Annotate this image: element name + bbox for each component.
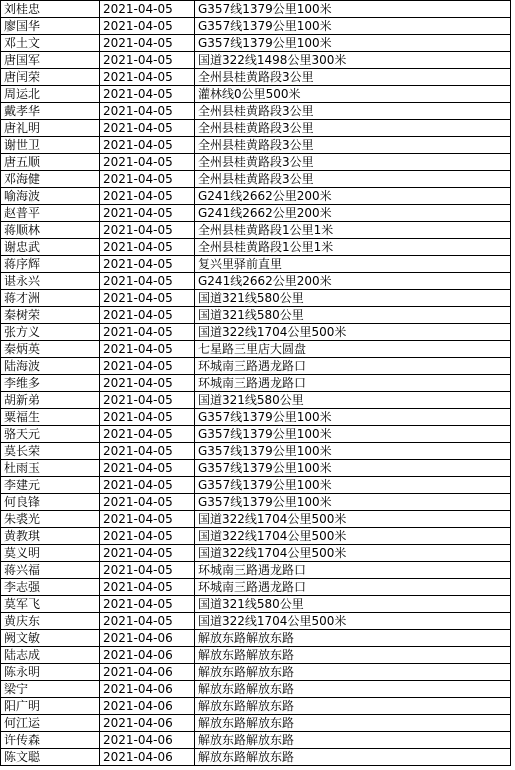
date-cell[interactable]: 2021-04-05 <box>100 613 195 630</box>
date-cell[interactable]: 2021-04-05 <box>100 409 195 426</box>
date-cell[interactable]: 2021-04-05 <box>100 477 195 494</box>
date-cell[interactable]: 2021-04-05 <box>100 341 195 358</box>
date-cell[interactable]: 2021-04-05 <box>100 307 195 324</box>
table-row <box>1 69 511 86</box>
name-cell[interactable]: 蒋兴福 <box>1 562 100 579</box>
table-row <box>1 698 511 715</box>
location-cell[interactable]: 复兴里驿前直里 <box>195 256 511 273</box>
table-row <box>1 86 511 103</box>
name-cell[interactable]: 粟福生 <box>1 409 100 426</box>
location-cell[interactable]: 解放东路解放东路 <box>195 681 511 698</box>
table-row <box>1 324 511 341</box>
name-cell[interactable]: 刘桂忠 <box>1 1 100 18</box>
name-cell[interactable]: 陈文聪 <box>1 749 100 766</box>
location-cell[interactable]: 全州县桂黄路段3公里 <box>195 103 511 120</box>
name-cell[interactable]: 骆天元 <box>1 426 100 443</box>
location-cell[interactable]: G241线2662公里200米 <box>195 273 511 290</box>
name-cell[interactable]: 胡新弟 <box>1 392 100 409</box>
date-cell[interactable]: 2021-04-05 <box>100 35 195 52</box>
name-cell[interactable]: 廖国华 <box>1 18 100 35</box>
date-cell[interactable]: 2021-04-05 <box>100 222 195 239</box>
location-cell[interactable]: 国道322线1704公里500米 <box>195 545 511 562</box>
date-cell[interactable]: 2021-04-05 <box>100 562 195 579</box>
date-cell[interactable]: 2021-04-05 <box>100 460 195 477</box>
table-row <box>1 392 511 409</box>
date-cell[interactable]: 2021-04-05 <box>100 579 195 596</box>
table-row <box>1 137 511 154</box>
date-cell[interactable]: 2021-04-05 <box>100 154 195 171</box>
table-row <box>1 681 511 698</box>
location-cell[interactable]: 全州县桂黄路段1公里1米 <box>195 222 511 239</box>
table-row <box>1 579 511 596</box>
location-cell[interactable]: G357线1379公里100米 <box>195 494 511 511</box>
table-row <box>1 477 511 494</box>
table-row <box>1 35 511 52</box>
table-row <box>1 613 511 630</box>
table-row <box>1 103 511 120</box>
table-row <box>1 460 511 477</box>
location-cell[interactable]: 全州县桂黄路段3公里 <box>195 171 511 188</box>
date-cell[interactable]: 2021-04-06 <box>100 664 195 681</box>
table-row <box>1 1 511 18</box>
table-row <box>1 375 511 392</box>
date-cell[interactable]: 2021-04-05 <box>100 375 195 392</box>
name-cell[interactable]: 唐国军 <box>1 52 100 69</box>
location-cell[interactable]: 环城南三路遇龙路口 <box>195 579 511 596</box>
location-cell[interactable]: 国道321线580公里 <box>195 290 511 307</box>
location-cell[interactable]: G357线1379公里100米 <box>195 443 511 460</box>
date-cell[interactable]: 2021-04-05 <box>100 137 195 154</box>
date-cell[interactable]: 2021-04-05 <box>100 69 195 86</box>
name-cell[interactable]: 杜雨玉 <box>1 460 100 477</box>
location-cell[interactable]: G357线1379公里100米 <box>195 426 511 443</box>
name-cell[interactable]: 秦炳英 <box>1 341 100 358</box>
location-cell[interactable]: 全州县桂黄路段3公里 <box>195 69 511 86</box>
name-cell[interactable]: 陆海波 <box>1 358 100 375</box>
date-cell[interactable]: 2021-04-05 <box>100 18 195 35</box>
name-cell[interactable]: 唐五顺 <box>1 154 100 171</box>
location-cell[interactable]: 国道322线1704公里500米 <box>195 511 511 528</box>
table-row <box>1 749 511 766</box>
table-row <box>1 256 511 273</box>
location-cell[interactable]: 环城南三路遇龙路口 <box>195 562 511 579</box>
table-row <box>1 358 511 375</box>
name-cell[interactable]: 李建元 <box>1 477 100 494</box>
name-cell[interactable]: 喻海波 <box>1 188 100 205</box>
location-cell[interactable]: 解放东路解放东路 <box>195 698 511 715</box>
name-cell[interactable]: 何良锋 <box>1 494 100 511</box>
location-cell[interactable]: 国道322线1704公里500米 <box>195 613 511 630</box>
location-cell[interactable]: G357线1379公里100米 <box>195 477 511 494</box>
date-cell[interactable]: 2021-04-06 <box>100 647 195 664</box>
name-cell[interactable]: 戴孝华 <box>1 103 100 120</box>
date-cell[interactable]: 2021-04-05 <box>100 290 195 307</box>
table-row <box>1 494 511 511</box>
table-row <box>1 154 511 171</box>
table-row <box>1 664 511 681</box>
name-cell[interactable]: 莫军飞 <box>1 596 100 613</box>
table-row <box>1 647 511 664</box>
location-cell[interactable]: 国道322线1498公里300米 <box>195 52 511 69</box>
date-cell[interactable]: 2021-04-05 <box>100 358 195 375</box>
table-row <box>1 596 511 613</box>
date-cell[interactable]: 2021-04-05 <box>100 443 195 460</box>
name-cell[interactable]: 蒋才洲 <box>1 290 100 307</box>
name-cell[interactable]: 秦树荣 <box>1 307 100 324</box>
name-cell[interactable]: 谌永兴 <box>1 273 100 290</box>
table-row <box>1 52 511 69</box>
records-body <box>1 1 511 766</box>
location-cell[interactable]: G241线2662公里200米 <box>195 205 511 222</box>
table-row <box>1 511 511 528</box>
name-cell[interactable]: 黄庆东 <box>1 613 100 630</box>
location-cell[interactable]: 全州县桂黄路段3公里 <box>195 120 511 137</box>
location-cell[interactable]: G357线1379公里100米 <box>195 460 511 477</box>
name-cell[interactable]: 张方义 <box>1 324 100 341</box>
table-row <box>1 120 511 137</box>
name-cell[interactable]: 蒋序辉 <box>1 256 100 273</box>
location-cell[interactable]: G357线1379公里100米 <box>195 1 511 18</box>
location-cell[interactable]: 全州县桂黄路段3公里 <box>195 137 511 154</box>
location-cell[interactable]: 环城南三路遇龙路口 <box>195 375 511 392</box>
name-cell[interactable]: 阙文敏 <box>1 630 100 647</box>
date-cell[interactable]: 2021-04-06 <box>100 681 195 698</box>
location-cell[interactable]: 解放东路解放东路 <box>195 732 511 749</box>
date-cell[interactable]: 2021-04-05 <box>100 188 195 205</box>
table-row <box>1 630 511 647</box>
name-cell[interactable]: 许传森 <box>1 732 100 749</box>
name-cell[interactable]: 邓土文 <box>1 35 100 52</box>
name-cell[interactable]: 谢世卫 <box>1 137 100 154</box>
table-row <box>1 443 511 460</box>
name-cell[interactable]: 黄教琪 <box>1 528 100 545</box>
date-cell[interactable]: 2021-04-06 <box>100 749 195 766</box>
location-cell[interactable]: 解放东路解放东路 <box>195 647 511 664</box>
date-cell[interactable]: 2021-04-05 <box>100 324 195 341</box>
date-cell[interactable]: 2021-04-05 <box>100 596 195 613</box>
location-cell[interactable]: 七星路三里店大圆盘 <box>195 341 511 358</box>
name-cell[interactable]: 朱裘光 <box>1 511 100 528</box>
date-cell[interactable]: 2021-04-06 <box>100 732 195 749</box>
date-cell[interactable]: 2021-04-05 <box>100 511 195 528</box>
date-cell[interactable]: 2021-04-06 <box>100 715 195 732</box>
date-cell[interactable]: 2021-04-05 <box>100 528 195 545</box>
name-cell[interactable]: 蒋顺林 <box>1 222 100 239</box>
name-cell[interactable]: 陆志成 <box>1 647 100 664</box>
name-cell[interactable]: 谢忠武 <box>1 239 100 256</box>
location-cell[interactable]: 国道321线580公里 <box>195 596 511 613</box>
date-cell[interactable]: 2021-04-05 <box>100 52 195 69</box>
name-cell[interactable]: 阳广明 <box>1 698 100 715</box>
date-cell[interactable]: 2021-04-05 <box>100 545 195 562</box>
location-cell[interactable]: G241线2662公里200米 <box>195 188 511 205</box>
location-cell[interactable]: 国道321线580公里 <box>195 392 511 409</box>
date-cell[interactable]: 2021-04-05 <box>100 239 195 256</box>
location-cell[interactable]: 解放东路解放东路 <box>195 664 511 681</box>
table-row <box>1 205 511 222</box>
location-cell[interactable]: 国道322线1704公里500米 <box>195 528 511 545</box>
name-cell[interactable]: 李维多 <box>1 375 100 392</box>
date-cell[interactable]: 2021-04-05 <box>100 392 195 409</box>
date-cell[interactable]: 2021-04-05 <box>100 426 195 443</box>
name-cell[interactable]: 何江运 <box>1 715 100 732</box>
location-cell[interactable]: G357线1379公里100米 <box>195 18 511 35</box>
name-cell[interactable]: 莫长荣 <box>1 443 100 460</box>
table-row <box>1 528 511 545</box>
date-cell[interactable]: 2021-04-05 <box>100 205 195 222</box>
location-cell[interactable]: 解放东路解放东路 <box>195 715 511 732</box>
date-cell[interactable]: 2021-04-05 <box>100 86 195 103</box>
location-cell[interactable]: 灌林线0公里500米 <box>195 86 511 103</box>
date-cell[interactable]: 2021-04-05 <box>100 1 195 18</box>
table-row <box>1 426 511 443</box>
location-cell[interactable]: 解放东路解放东路 <box>195 630 511 647</box>
name-cell[interactable]: 唐闰荣 <box>1 69 100 86</box>
date-cell[interactable]: 2021-04-06 <box>100 630 195 647</box>
location-cell[interactable]: 解放东路解放东路 <box>195 749 511 766</box>
name-cell[interactable]: 李志强 <box>1 579 100 596</box>
table-row <box>1 341 511 358</box>
date-cell[interactable]: 2021-04-05 <box>100 171 195 188</box>
location-cell[interactable]: 全州县桂黄路段3公里 <box>195 154 511 171</box>
name-cell[interactable]: 莫义明 <box>1 545 100 562</box>
table-row <box>1 290 511 307</box>
table-row <box>1 715 511 732</box>
name-cell[interactable]: 邓海健 <box>1 171 100 188</box>
table-row <box>1 188 511 205</box>
table-row <box>1 18 511 35</box>
location-cell[interactable]: G357线1379公里100米 <box>195 409 511 426</box>
name-cell[interactable]: 周运北 <box>1 86 100 103</box>
date-cell[interactable]: 2021-04-05 <box>100 256 195 273</box>
date-cell[interactable]: 2021-04-05 <box>100 494 195 511</box>
table-row <box>1 307 511 324</box>
name-cell[interactable]: 陈永明 <box>1 664 100 681</box>
table-row <box>1 171 511 188</box>
name-cell[interactable]: 唐礼明 <box>1 120 100 137</box>
date-cell[interactable]: 2021-04-06 <box>100 698 195 715</box>
date-cell[interactable]: 2021-04-05 <box>100 103 195 120</box>
location-cell[interactable]: 全州县桂黄路段1公里1米 <box>195 239 511 256</box>
table-row <box>1 409 511 426</box>
location-cell[interactable]: G357线1379公里100米 <box>195 35 511 52</box>
table-row <box>1 239 511 256</box>
table-row <box>1 562 511 579</box>
table-row <box>1 545 511 562</box>
date-cell[interactable]: 2021-04-05 <box>100 120 195 137</box>
table-row <box>1 732 511 749</box>
name-cell[interactable]: 赵普平 <box>1 205 100 222</box>
location-cell[interactable]: 国道321线580公里 <box>195 307 511 324</box>
date-cell[interactable]: 2021-04-05 <box>100 273 195 290</box>
location-cell[interactable]: 国道322线1704公里500米 <box>195 324 511 341</box>
table-row <box>1 273 511 290</box>
name-cell[interactable]: 梁宁 <box>1 681 100 698</box>
table-row <box>1 222 511 239</box>
location-cell[interactable]: 环城南三路遇龙路口 <box>195 358 511 375</box>
